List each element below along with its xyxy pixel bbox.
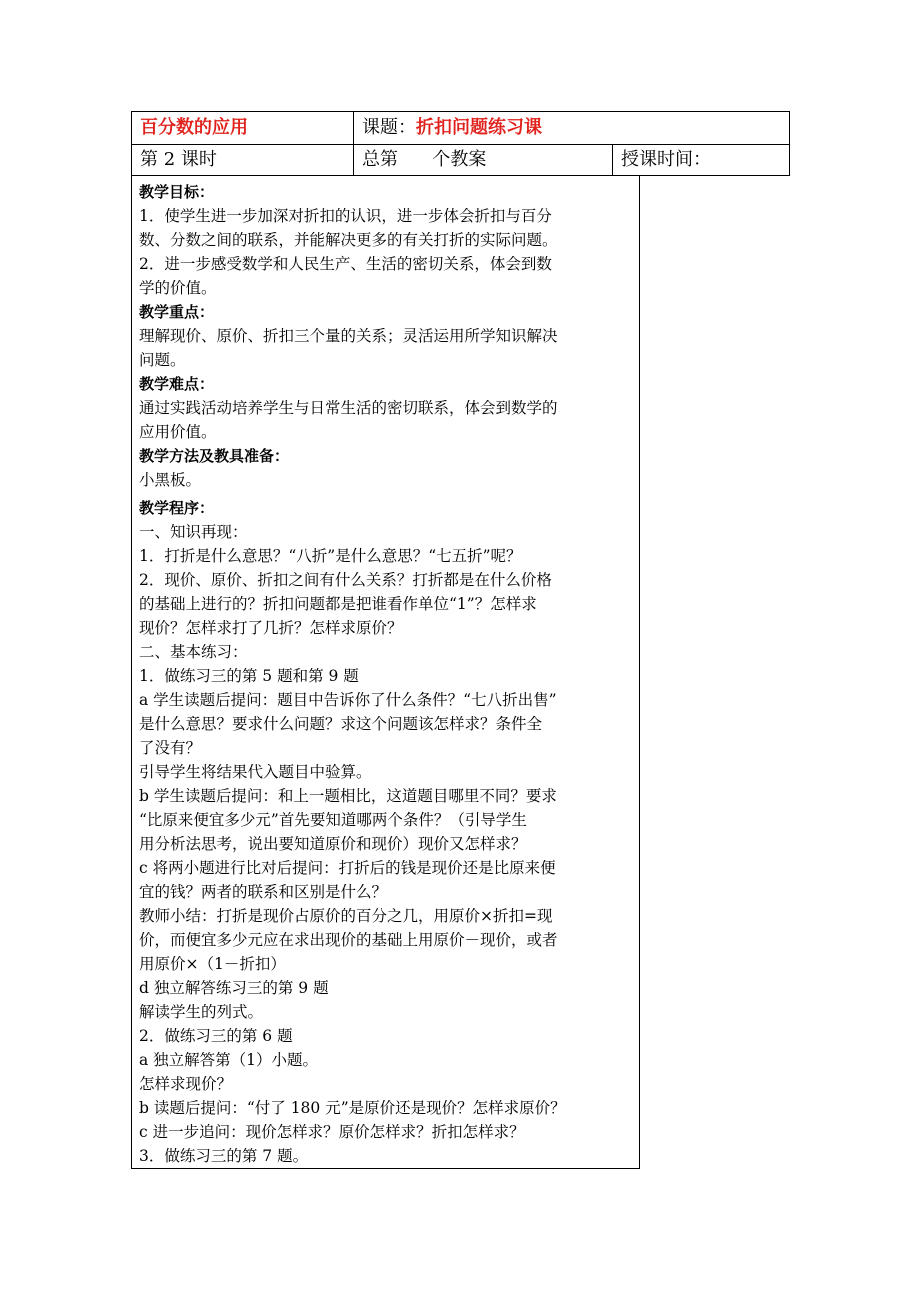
total-plan-count: 总第 个教案 — [362, 149, 487, 170]
procedure-line: c 将两小题进行比对后提问：打折后的钱是现价还是比原来便 — [139, 859, 556, 877]
topic-value: 折扣问题练习课 — [416, 117, 542, 138]
key-points-heading: 教学重点： — [139, 303, 215, 321]
teaching-time-label: 授课时间： — [621, 149, 711, 170]
procedure-line: 宜的钱？两者的联系和区别是什么？ — [139, 883, 388, 901]
table-border-right-body — [639, 175, 640, 1169]
goals-line: 1．使学生进一步加深对折扣的认识，进一步体会折扣与百分 — [139, 207, 552, 225]
procedure-line: 1．打折是什么意思？“八折”是什么意思？“七五折”呢？ — [139, 547, 522, 565]
total-cell — [353, 146, 612, 174]
table-border-right-header — [789, 111, 790, 176]
procedure-line: “比原来便宜多少元”首先要知道哪两个条件？（引导学生 — [139, 811, 527, 829]
table-border-top — [131, 111, 790, 112]
difficulty-line: 通过实践活动培养学生与日常生活的密切联系，体会到数学的 — [139, 399, 558, 417]
method-heading: 教学方法及教具准备： — [139, 447, 290, 465]
procedure-line: d 独立解答练习三的第 9 题 — [139, 979, 329, 997]
difficulty-heading: 教学难点： — [139, 375, 215, 393]
procedure-line: 用原价×（1－折扣） — [139, 955, 286, 973]
procedure-line: b 学生读题后提问：和上一题相比，这道题目哪里不同？要求 — [139, 787, 557, 805]
procedure-line: 的基础上进行的？折扣问题都是把谁看作单位“1”？怎样求 — [139, 595, 537, 613]
difficulty-line: 应用价值。 — [139, 423, 217, 441]
procedure-line: 教师小结：打折是现价占原价的百分之几，用原价×折扣=现 — [139, 907, 553, 925]
procedure-line: 解读学生的列式。 — [139, 1003, 264, 1021]
procedure-line: 1．做练习三的第 5 题和第 9 题 — [139, 667, 359, 685]
procedure-line: 现价？怎样求打了几折？怎样求原价？ — [139, 619, 403, 637]
key-points-line: 问题。 — [139, 351, 186, 369]
table-border-mid — [131, 144, 790, 145]
procedure-heading: 教学程序： — [139, 499, 215, 517]
time-cell — [612, 146, 789, 174]
procedure-line: 了没有？ — [139, 739, 202, 757]
method-line: 小黑板。 — [139, 471, 202, 489]
procedure-line: 二、基本练习： — [139, 643, 248, 661]
table-border-bottom — [131, 1168, 640, 1169]
procedure-line: 3．做练习三的第 7 题。 — [139, 1147, 309, 1165]
procedure-line: 怎样求现价？ — [139, 1075, 233, 1093]
lesson-content — [139, 180, 633, 1168]
procedure-line: a 学生读题后提问：题目中告诉你了什么条件？“七八折出售” — [139, 691, 557, 709]
unit-title-cell — [131, 114, 353, 142]
key-points-line: 理解现价、原价、折扣三个量的关系；灵活运用所学知识解决 — [139, 327, 558, 345]
goals-heading: 教学目标： — [139, 183, 215, 201]
goals-line: 数、分数之间的联系，并能解决更多的有关打折的实际问题。 — [139, 231, 558, 249]
procedure-line: 价，而便宜多少元应在求出现价的基础上用原价－现价，或者 — [139, 931, 558, 949]
procedure-line: b 读题后提问：“付了 180 元”是原价还是现价？怎样求原价？ — [139, 1099, 566, 1117]
procedure-line: a 独立解答第（1）小题。 — [139, 1051, 319, 1069]
lesson-number: 第 2 课时 — [140, 149, 217, 170]
procedure-line: 一、知识再现： — [139, 523, 248, 541]
procedure-line: 用分析法思考，说出要知道原价和现价）现价又怎样求？ — [139, 835, 527, 853]
table-border-left — [131, 111, 132, 1169]
procedure-line: 引导学生将结果代入题目中验算。 — [139, 763, 372, 781]
topic-cell — [353, 114, 789, 142]
procedure-line: 2．做练习三的第 6 题 — [139, 1027, 293, 1045]
table-border-header-bottom — [131, 175, 790, 176]
procedure-line: 2．现价、原价、折扣之间有什么关系？打折都是在什么价格 — [139, 571, 552, 589]
goals-line: 学的价值。 — [139, 279, 217, 297]
procedure-line: c 进一步追问：现价怎样求？原价怎样求？折扣怎样求？ — [139, 1123, 525, 1141]
goals-line: 2．进一步感受数学和人民生产、生活的密切关系，体会到数 — [139, 255, 552, 273]
procedure-line: 是什么意思？要求什么问题？求这个问题该怎样求？条件全 — [139, 715, 543, 733]
lesson-cell — [131, 146, 353, 174]
topic-label: 课题： — [362, 117, 416, 138]
unit-title: 百分数的应用 — [140, 117, 248, 138]
